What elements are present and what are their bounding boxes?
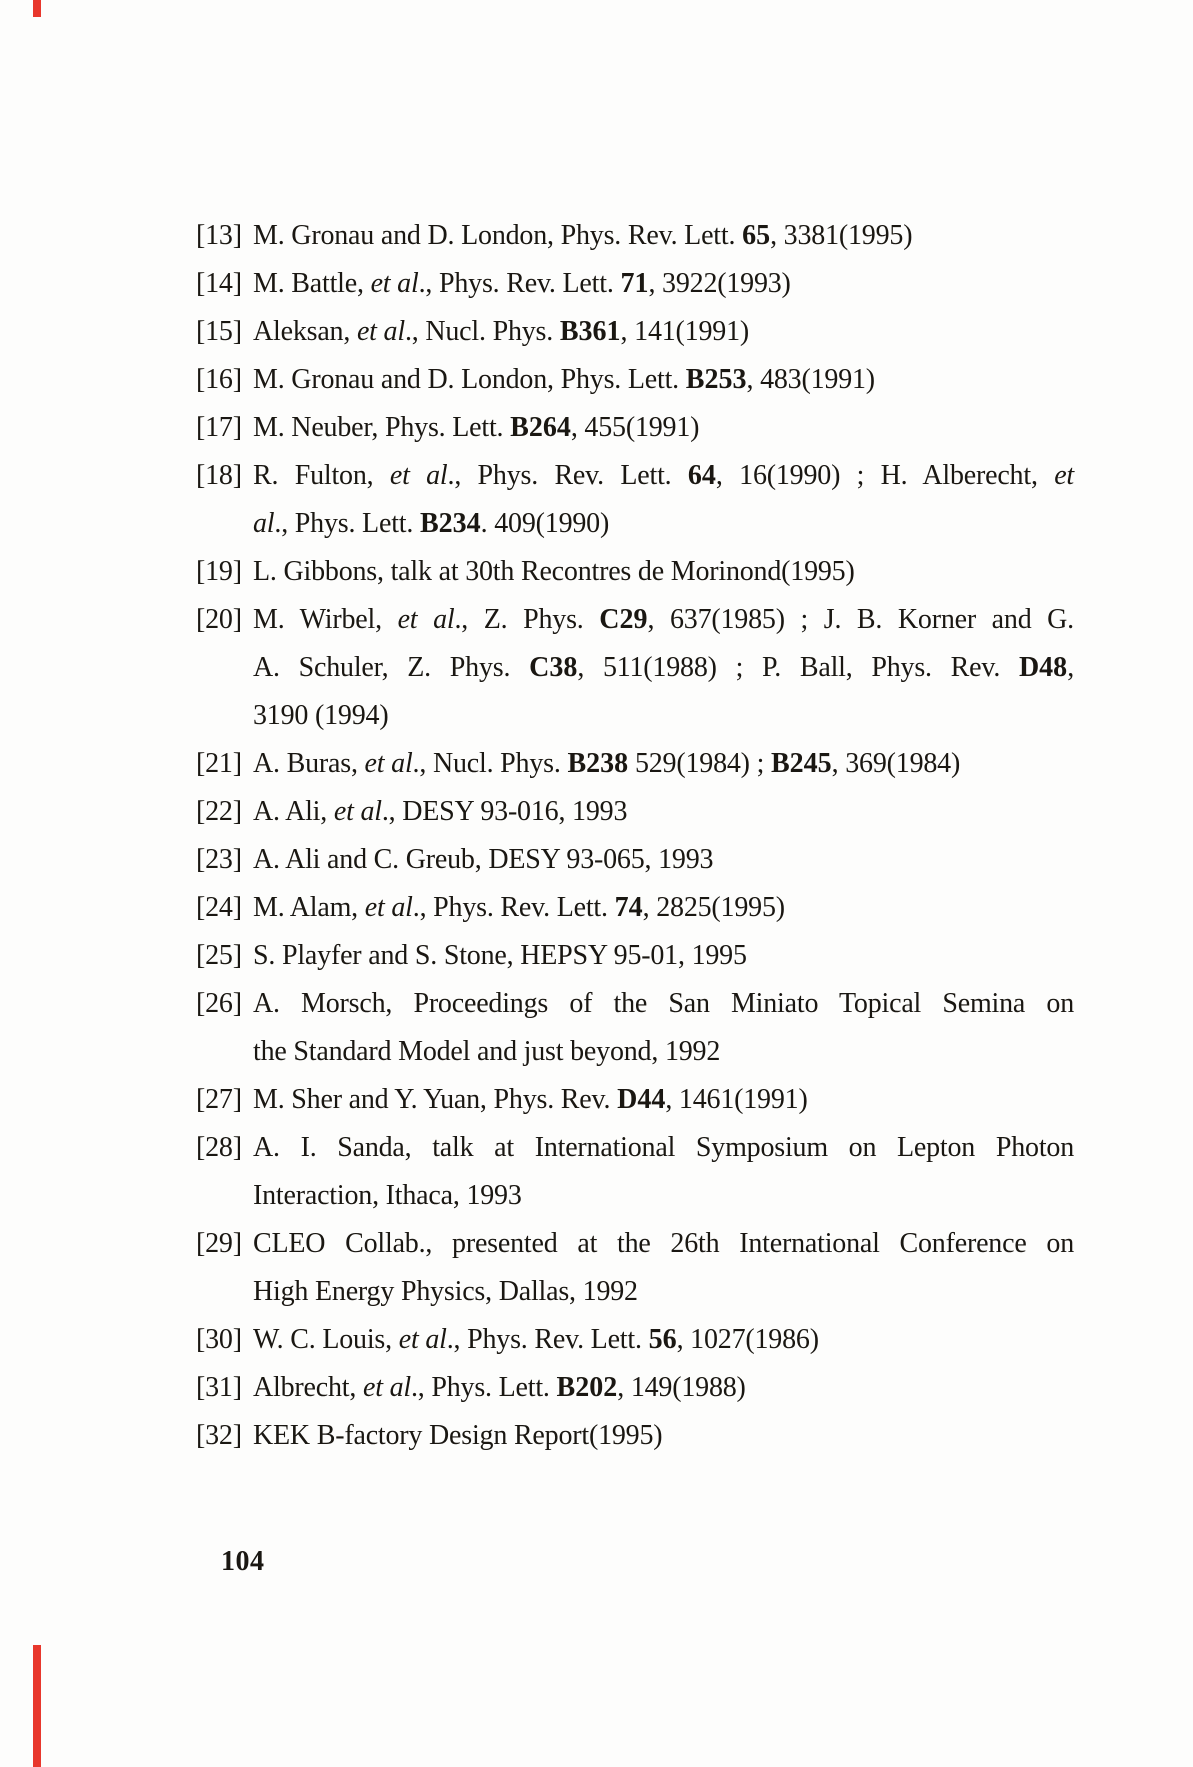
reference-line: S. Playfer and S. Stone, HEPSY 95-01, 1995 — [253, 940, 747, 971]
scan-edge-mark-bottom — [33, 1645, 41, 1767]
reference-text — [253, 1316, 1074, 1364]
reference-line: CLEO Collab., presented at the 26th International Conference on — [253, 1228, 1074, 1259]
reference-label: [15] — [196, 316, 242, 347]
reference-item — [196, 452, 1074, 548]
reference-line: KEK B-factory Design Report(1995) — [253, 1420, 663, 1451]
reference-label: [20] — [196, 604, 242, 635]
page-number: 104 — [221, 1546, 265, 1577]
reference-label: [14] — [196, 268, 242, 299]
reference-line: Interaction, Ithaca, 1993 — [253, 1180, 522, 1211]
reference-label: [22] — [196, 796, 242, 827]
reference-item — [196, 356, 1074, 404]
reference-text — [253, 260, 1074, 308]
reference-text — [253, 1220, 1074, 1316]
reference-item — [196, 212, 1074, 260]
reference-item — [196, 884, 1074, 932]
reference-label: [19] — [196, 556, 242, 587]
reference-text — [253, 1412, 1074, 1460]
reference-text — [253, 452, 1074, 548]
reference-label: [21] — [196, 748, 242, 779]
reference-line: A. Morsch, Proceedings of the San Miniato Topical Semina on — [253, 988, 1074, 1019]
reference-line: L. Gibbons, talk at 30th Recontres de Morinond(1995) — [253, 556, 855, 587]
reference-label: [31] — [196, 1372, 242, 1403]
reference-text — [253, 1076, 1074, 1124]
reference-item — [196, 1124, 1074, 1220]
reference-item — [196, 1412, 1074, 1460]
reference-line: M. Alam, et al., Phys. Rev. Lett. 74, 2825(1995) — [253, 892, 785, 923]
reference-line: M. Wirbel, et al., Z. Phys. C29, 637(1985) ; J. B. Korner and G. — [253, 604, 1074, 635]
reference-label: [27] — [196, 1084, 242, 1115]
reference-line: Albrecht, et al., Phys. Lett. B202, 149(1988) — [253, 1372, 746, 1403]
reference-item — [196, 596, 1074, 740]
reference-text — [253, 884, 1074, 932]
reference-item — [196, 1220, 1074, 1316]
reference-line: High Energy Physics, Dallas, 1992 — [253, 1276, 638, 1307]
reference-line: R. Fulton, et al., Phys. Rev. Lett. 64, 16(1990) ; H. Alberecht, et — [253, 460, 1074, 491]
reference-line: M. Sher and Y. Yuan, Phys. Rev. D44, 1461(1991) — [253, 1084, 808, 1115]
reference-line: A. I. Sanda, talk at International Symposium on Lepton Photon — [253, 1132, 1074, 1163]
reference-item — [196, 1076, 1074, 1124]
reference-label: [17] — [196, 412, 242, 443]
reference-label: [13] — [196, 220, 242, 251]
reference-line: M. Gronau and D. London, Phys. Lett. B253, 483(1991) — [253, 364, 875, 395]
reference-line: A. Schuler, Z. Phys. C38, 511(1988) ; P. Ball, Phys. Rev. D48, — [253, 652, 1074, 683]
reference-line: A. Buras, et al., Nucl. Phys. B238 529(1984) ; B245, 369(1984) — [253, 748, 961, 779]
reference-text — [253, 740, 1074, 788]
reference-item — [196, 932, 1074, 980]
reference-label: [26] — [196, 988, 242, 1019]
reference-label: [24] — [196, 892, 242, 923]
reference-label: [32] — [196, 1420, 242, 1451]
reference-line: M. Gronau and D. London, Phys. Rev. Lett. 65, 3381(1995) — [253, 220, 913, 251]
reference-label: [16] — [196, 364, 242, 395]
reference-item — [196, 740, 1074, 788]
reference-list — [196, 212, 1074, 1460]
reference-label: [25] — [196, 940, 242, 971]
reference-text — [253, 788, 1074, 836]
reference-line: M. Battle, et al., Phys. Rev. Lett. 71, 3922(1993) — [253, 268, 791, 299]
reference-text — [253, 932, 1074, 980]
reference-item — [196, 788, 1074, 836]
reference-label: [28] — [196, 1132, 242, 1163]
reference-text — [253, 980, 1074, 1076]
reference-line: M. Neuber, Phys. Lett. B264, 455(1991) — [253, 412, 700, 443]
reference-text — [253, 596, 1074, 740]
reference-text — [253, 548, 1074, 596]
reference-text — [253, 308, 1074, 356]
reference-line: A. Ali and C. Greub, DESY 93-065, 1993 — [253, 844, 714, 875]
reference-line: W. C. Louis, et al., Phys. Rev. Lett. 56, 1027(1986) — [253, 1324, 819, 1355]
reference-line: al., Phys. Lett. B234. 409(1990) — [253, 508, 610, 539]
reference-item — [196, 980, 1074, 1076]
reference-line: Aleksan, et al., Nucl. Phys. B361, 141(1991) — [253, 316, 749, 347]
reference-text — [253, 836, 1074, 884]
reference-item — [196, 1364, 1074, 1412]
reference-text — [253, 404, 1074, 452]
reference-item — [196, 548, 1074, 596]
reference-label: [30] — [196, 1324, 242, 1355]
reference-item — [196, 836, 1074, 884]
reference-text — [253, 1124, 1074, 1220]
reference-item — [196, 308, 1074, 356]
reference-line: A. Ali, et al., DESY 93-016, 1993 — [253, 796, 628, 827]
scan-edge-mark-top — [33, 0, 41, 17]
reference-item — [196, 404, 1074, 452]
reference-label: [29] — [196, 1228, 242, 1259]
reference-item — [196, 1316, 1074, 1364]
reference-text — [253, 356, 1074, 404]
reference-text — [253, 1364, 1074, 1412]
reference-item — [196, 260, 1074, 308]
reference-label: [23] — [196, 844, 242, 875]
reference-text — [253, 212, 1074, 260]
reference-label: [18] — [196, 460, 242, 491]
reference-line: the Standard Model and just beyond, 1992 — [253, 1036, 721, 1067]
reference-line: 3190 (1994) — [253, 700, 389, 731]
